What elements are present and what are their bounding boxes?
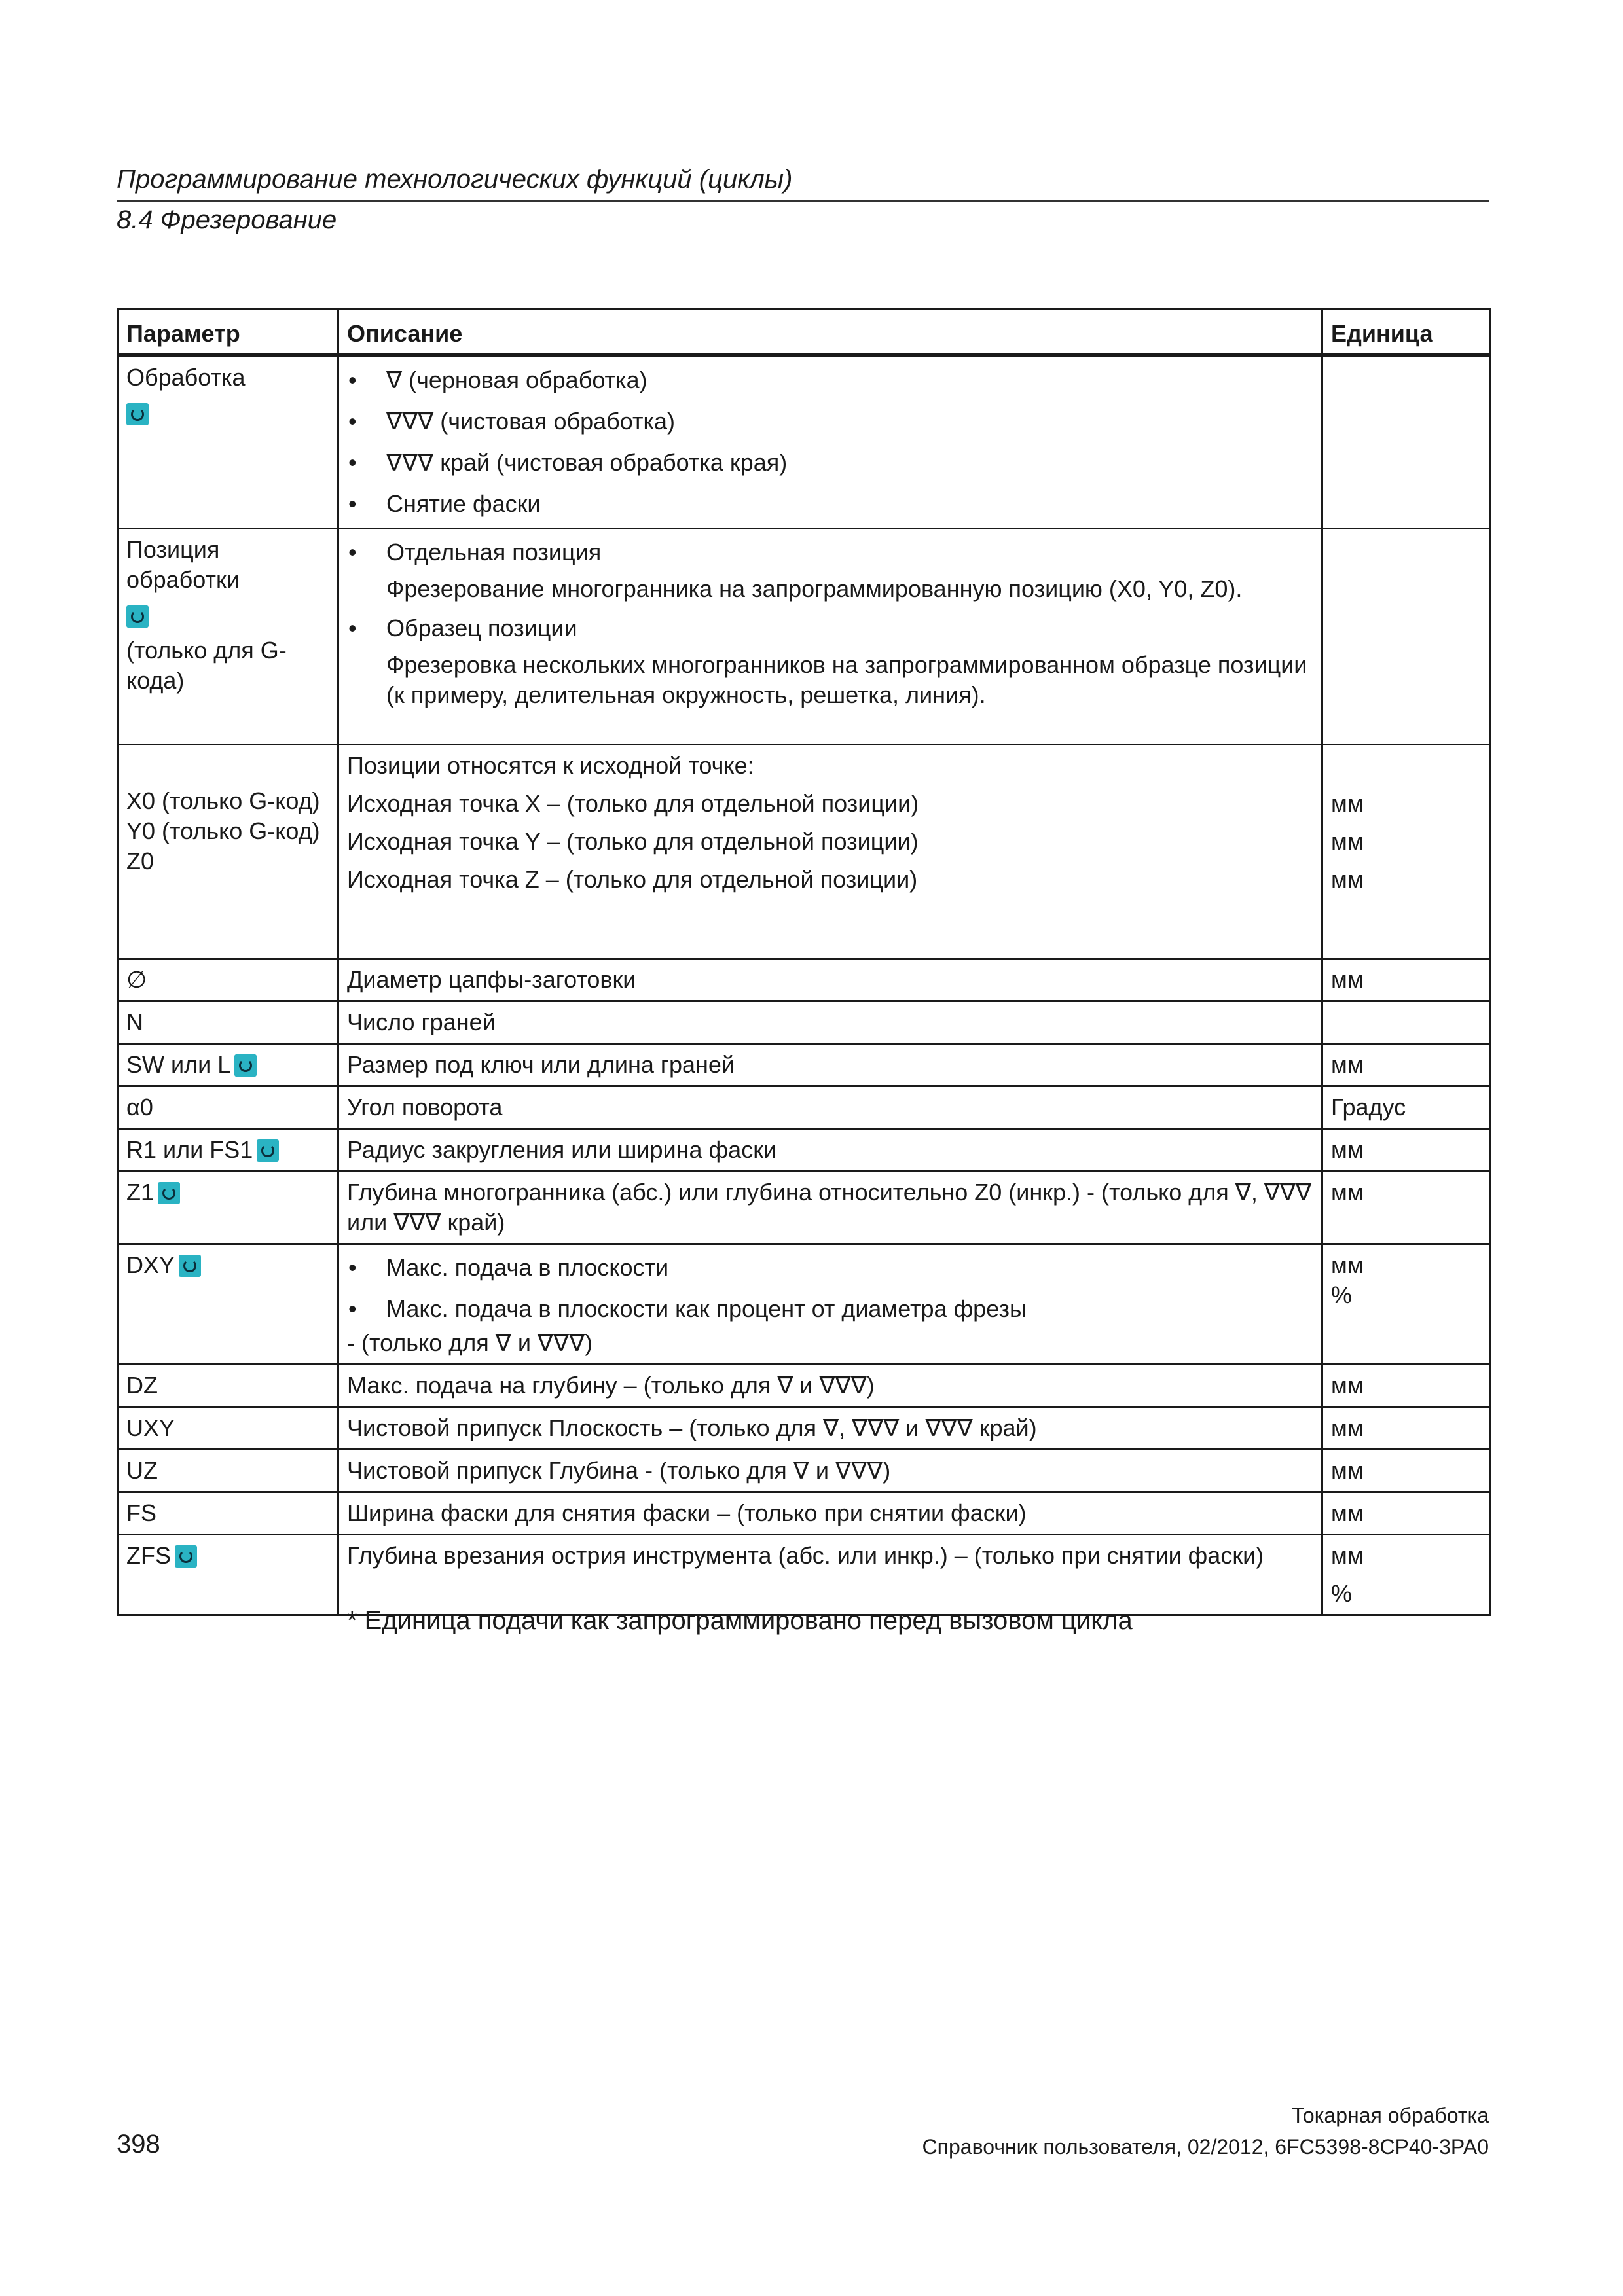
unit-cell — [1322, 355, 1490, 529]
param-label: X0 (только G-код) — [126, 787, 320, 814]
table-row — [118, 959, 1490, 1001]
item-note: Фрезерование многогранника на запрограммированную позицию (X0, Y0, Z0). — [386, 575, 1243, 602]
param-label: Обработка — [126, 364, 246, 391]
description-cell: Радиус закругления или ширина фаски — [338, 1129, 1322, 1172]
description-cell: Ширина фаски для снятия фаски – (только при снятии фаски) — [338, 1492, 1322, 1535]
toggle-icon[interactable] — [175, 1545, 197, 1568]
param-cell: ∅ — [118, 959, 338, 1001]
unit-value: % — [1331, 1580, 1353, 1607]
toggle-icon[interactable] — [158, 1182, 180, 1204]
param-note: (только для G-кода) — [126, 637, 287, 694]
unit-value: мм — [1331, 1251, 1364, 1278]
param-cell: α0 — [118, 1086, 338, 1129]
param-label: Z1 — [126, 1179, 155, 1206]
list-item: • ∇∇∇ (чистовая обработка) — [347, 406, 1313, 437]
description-cell — [338, 745, 1322, 959]
parameter-table — [117, 308, 1491, 1616]
unit-cell — [1322, 745, 1490, 959]
list-item: • Снятие фаски — [347, 489, 1313, 519]
item-note: Фрезеровка нескольких многогранников на запрограммированном образце позиции (к примеру, делительная окружность, решетка, линия). — [386, 651, 1307, 708]
description-line: Исходная точка Y – (только для отдельной позиции) — [347, 828, 919, 855]
header-rule — [117, 200, 1489, 202]
table-row — [118, 1044, 1490, 1086]
column-header-parameter: Параметр — [118, 309, 338, 355]
table-row — [118, 1365, 1490, 1407]
section-title: 8.4 Фрезерование — [117, 206, 337, 234]
description-cell — [338, 355, 1322, 529]
column-header-unit: Единица — [1322, 309, 1490, 355]
param-label: SW или L — [126, 1051, 231, 1078]
list-item: • Макс. подача в плоскости — [347, 1253, 1313, 1283]
unit-value: мм — [1331, 790, 1364, 817]
param-cell — [118, 1044, 338, 1086]
chapter-title: Программирование технологических функций (циклы) — [117, 165, 793, 194]
param-cell — [118, 1244, 338, 1365]
param-cell — [118, 1535, 338, 1615]
param-cell: UZ — [118, 1450, 338, 1492]
description-cell: Глубина врезания острия инструмента (абс. или инкр.) – (только при снятии фаски) — [338, 1535, 1322, 1615]
toggle-icon[interactable] — [126, 605, 149, 628]
description-cell — [338, 529, 1322, 745]
bullet-list — [347, 613, 1313, 643]
description-cell — [338, 1244, 1322, 1365]
param-cell — [118, 529, 338, 745]
param-cell — [118, 745, 338, 959]
bullet-list — [347, 365, 1313, 519]
table-row — [118, 1001, 1490, 1044]
unit-cell: мм — [1322, 1450, 1490, 1492]
unit-cell — [1322, 1001, 1490, 1044]
table-row — [118, 745, 1490, 959]
page-number: 398 — [117, 2130, 160, 2159]
list-item: • Отдельная позиция — [347, 537, 1313, 567]
description-intro: Позиции относятся к исходной точке: — [347, 752, 754, 779]
table-row — [118, 1450, 1490, 1492]
list-item: • ∇ (черновая обработка) — [347, 365, 1313, 395]
table-row — [118, 1407, 1490, 1450]
param-cell: N — [118, 1001, 338, 1044]
table-row — [118, 355, 1490, 529]
list-item: • Макс. подача в плоскости как процент от диаметра фрезы — [347, 1294, 1313, 1324]
param-cell: UXY — [118, 1407, 338, 1450]
table-row — [118, 1535, 1490, 1615]
toggle-icon[interactable] — [126, 403, 149, 425]
table-row — [118, 1086, 1490, 1129]
param-cell: FS — [118, 1492, 338, 1535]
table-footnote: * Единица подачи как запрограммировано перед вызовом цикла — [347, 1606, 1133, 1635]
unit-value: мм — [1331, 1542, 1364, 1569]
bullet-list — [347, 537, 1313, 567]
param-label: Z0 — [126, 848, 155, 874]
unit-value: мм — [1331, 828, 1364, 855]
description-note: - (только для ∇ и ∇∇∇) — [347, 1329, 593, 1356]
unit-cell: мм — [1322, 1407, 1490, 1450]
param-cell — [118, 1172, 338, 1244]
table-row — [118, 1172, 1490, 1244]
column-header-description: Описание — [338, 309, 1322, 355]
unit-cell: мм — [1322, 1044, 1490, 1086]
param-label: DXY — [126, 1251, 175, 1278]
description-cell: Диаметр цапфы-заготовки — [338, 959, 1322, 1001]
list-item: • Образец позиции — [347, 613, 1313, 643]
param-cell — [118, 1129, 338, 1172]
description-cell: Размер под ключ или длина граней — [338, 1044, 1322, 1086]
list-item: • ∇∇∇ край (чистовая обработка края) — [347, 448, 1313, 478]
description-cell: Угол поворота — [338, 1086, 1322, 1129]
toggle-icon[interactable] — [234, 1054, 257, 1077]
table-header-row — [118, 309, 1490, 355]
unit-cell — [1322, 1244, 1490, 1365]
toggle-icon[interactable] — [257, 1139, 279, 1162]
unit-value: % — [1331, 1282, 1353, 1308]
description-cell: Чистовой припуск Глубина - (только для ∇ и ∇∇∇) — [338, 1450, 1322, 1492]
unit-cell — [1322, 1535, 1490, 1615]
unit-cell: мм — [1322, 1492, 1490, 1535]
unit-value: мм — [1331, 866, 1364, 893]
description-line: Исходная точка Z – (только для отдельной позиции) — [347, 866, 918, 893]
footer-product: Токарная обработка — [1291, 2104, 1489, 2127]
description-cell: Глубина многогранника (абс.) или глубина относительно Z0 (инкр.) - (только для ∇, ∇∇∇ или ∇∇∇ край) — [338, 1172, 1322, 1244]
unit-cell: Градус — [1322, 1086, 1490, 1129]
unit-cell: мм — [1322, 1129, 1490, 1172]
unit-cell: мм — [1322, 1365, 1490, 1407]
param-cell — [118, 355, 338, 529]
param-cell: DZ — [118, 1365, 338, 1407]
param-label: ZFS — [126, 1542, 171, 1569]
table-row — [118, 1244, 1490, 1365]
description-cell: Число граней — [338, 1001, 1322, 1044]
toggle-icon[interactable] — [179, 1255, 201, 1277]
description-line: Исходная точка X – (только для отдельной позиции) — [347, 790, 919, 817]
param-label: Позиция обработки — [126, 536, 240, 593]
table-row — [118, 529, 1490, 745]
description-cell: Макс. подача на глубину – (только для ∇ и ∇∇∇) — [338, 1365, 1322, 1407]
description-cell: Чистовой припуск Плоскость – (только для ∇, ∇∇∇ и ∇∇∇ край) — [338, 1407, 1322, 1450]
unit-cell: мм — [1322, 959, 1490, 1001]
bullet-list — [347, 1253, 1313, 1324]
unit-cell: мм — [1322, 1172, 1490, 1244]
table-row — [118, 1129, 1490, 1172]
param-label: R1 или FS1 — [126, 1136, 253, 1163]
param-label: Y0 (только G-код) — [126, 817, 320, 844]
table-row — [118, 1492, 1490, 1535]
unit-cell — [1322, 529, 1490, 745]
footer-manual: Справочник пользователя, 02/2012, 6FC5398-8CP40-3PA0 — [922, 2135, 1489, 2159]
